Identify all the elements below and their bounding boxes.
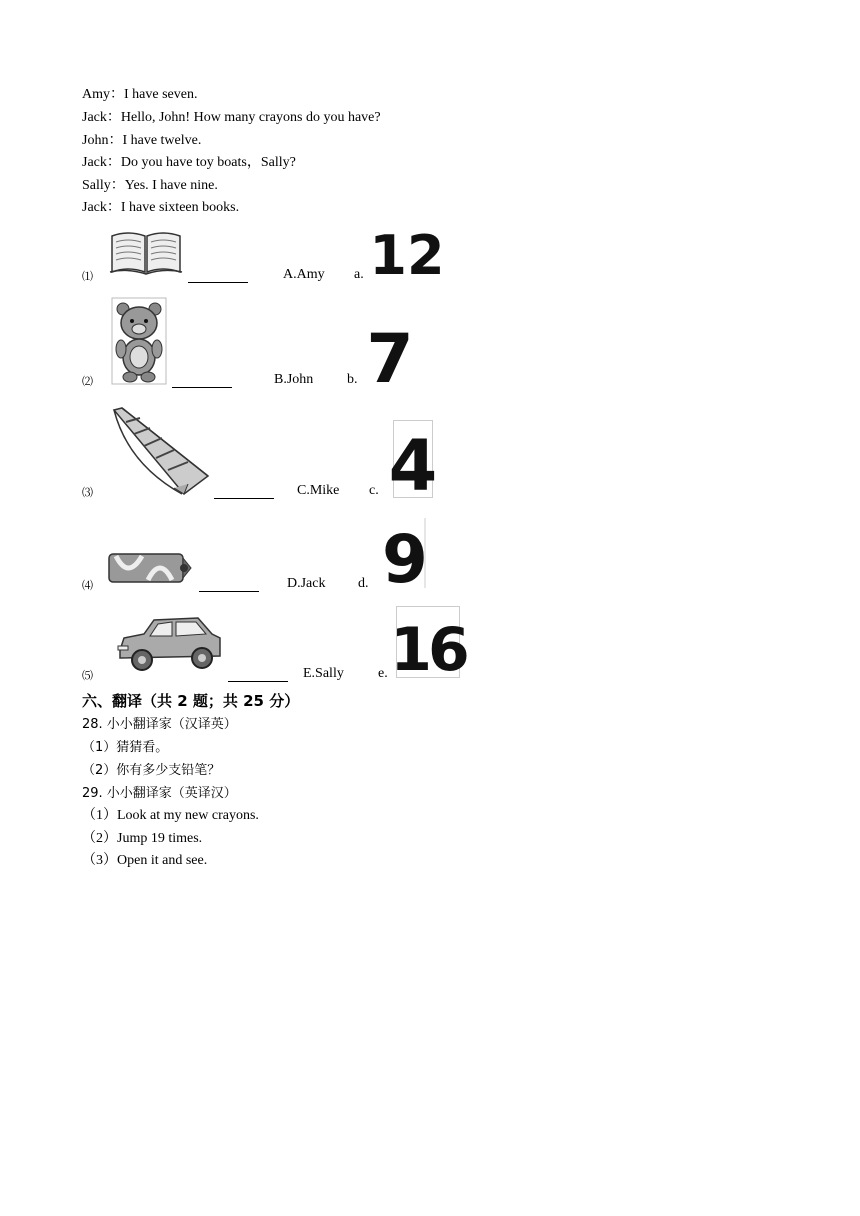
- item-number: ⑶: [82, 487, 93, 499]
- digit-text: 7: [366, 320, 414, 399]
- answer-blank[interactable]: [199, 577, 259, 592]
- person-option: A.Amy: [283, 267, 325, 282]
- answer-blank[interactable]: [172, 373, 232, 388]
- digit-text: 16: [390, 615, 466, 685]
- person-option: E.Sally: [303, 666, 344, 681]
- number-sixteen-image: [390, 606, 466, 685]
- dialogue-line: Jack：Do you have toy boats，Sally?: [82, 155, 296, 170]
- answer-blank[interactable]: [188, 268, 248, 283]
- digit-text: 4: [388, 425, 438, 507]
- item-number: ⑵: [82, 376, 93, 388]
- toy-boat-icon: [108, 404, 214, 496]
- question-item: （2）你有多少支铅笔？: [82, 763, 221, 778]
- digit-text: 12: [369, 224, 445, 287]
- item-number: ⑴: [82, 271, 93, 283]
- number-twelve-image: [369, 222, 445, 287]
- number-option-letter: d.: [358, 576, 369, 591]
- number-option-letter: e.: [378, 666, 388, 681]
- dialogue-line: Jack：Hello, John! How many crayons do you have?: [82, 110, 381, 125]
- number-nine-image: [382, 518, 428, 598]
- person-option: D.Jack: [287, 576, 326, 591]
- answer-blank[interactable]: [214, 484, 274, 499]
- item-number: ⑷: [82, 580, 93, 592]
- section-heading: 六、翻译（共 2 题；共 25 分）: [82, 692, 300, 710]
- question-item: （1）Look at my new crayons.: [82, 808, 259, 823]
- item-number: ⑸: [82, 670, 93, 682]
- number-four-image: [388, 420, 438, 507]
- crayon-icon: [108, 552, 192, 584]
- digit-text: 9: [382, 521, 428, 598]
- question-item: （3）Open it and see.: [82, 853, 208, 868]
- dialogue-line: Sally：Yes. I have nine.: [82, 178, 218, 193]
- book-icon: [108, 228, 184, 276]
- number-option-letter: c.: [369, 483, 379, 498]
- number-seven-image: [366, 318, 414, 399]
- answer-blank[interactable]: [228, 667, 288, 682]
- question-item: （2）Jump 19 times.: [82, 831, 203, 846]
- teddy-bear-icon: [111, 297, 167, 385]
- question-item: （1）猜猜看。: [82, 740, 169, 755]
- dialogue-line: Jack：I have sixteen books.: [82, 200, 240, 215]
- number-option-letter: a.: [354, 267, 364, 282]
- dialogue-line: John：I have twelve.: [82, 133, 202, 148]
- person-option: C.Mike: [297, 483, 340, 498]
- dialogue-line: Amy：I have seven.: [82, 87, 198, 102]
- number-option-letter: b.: [347, 372, 358, 387]
- question-title: 28. 小小翻译家（汉译英）: [82, 717, 237, 732]
- toy-car-icon: [114, 612, 224, 676]
- question-title: 29. 小小翻译家（英译汉）: [82, 786, 237, 801]
- person-option: B.John: [274, 372, 314, 387]
